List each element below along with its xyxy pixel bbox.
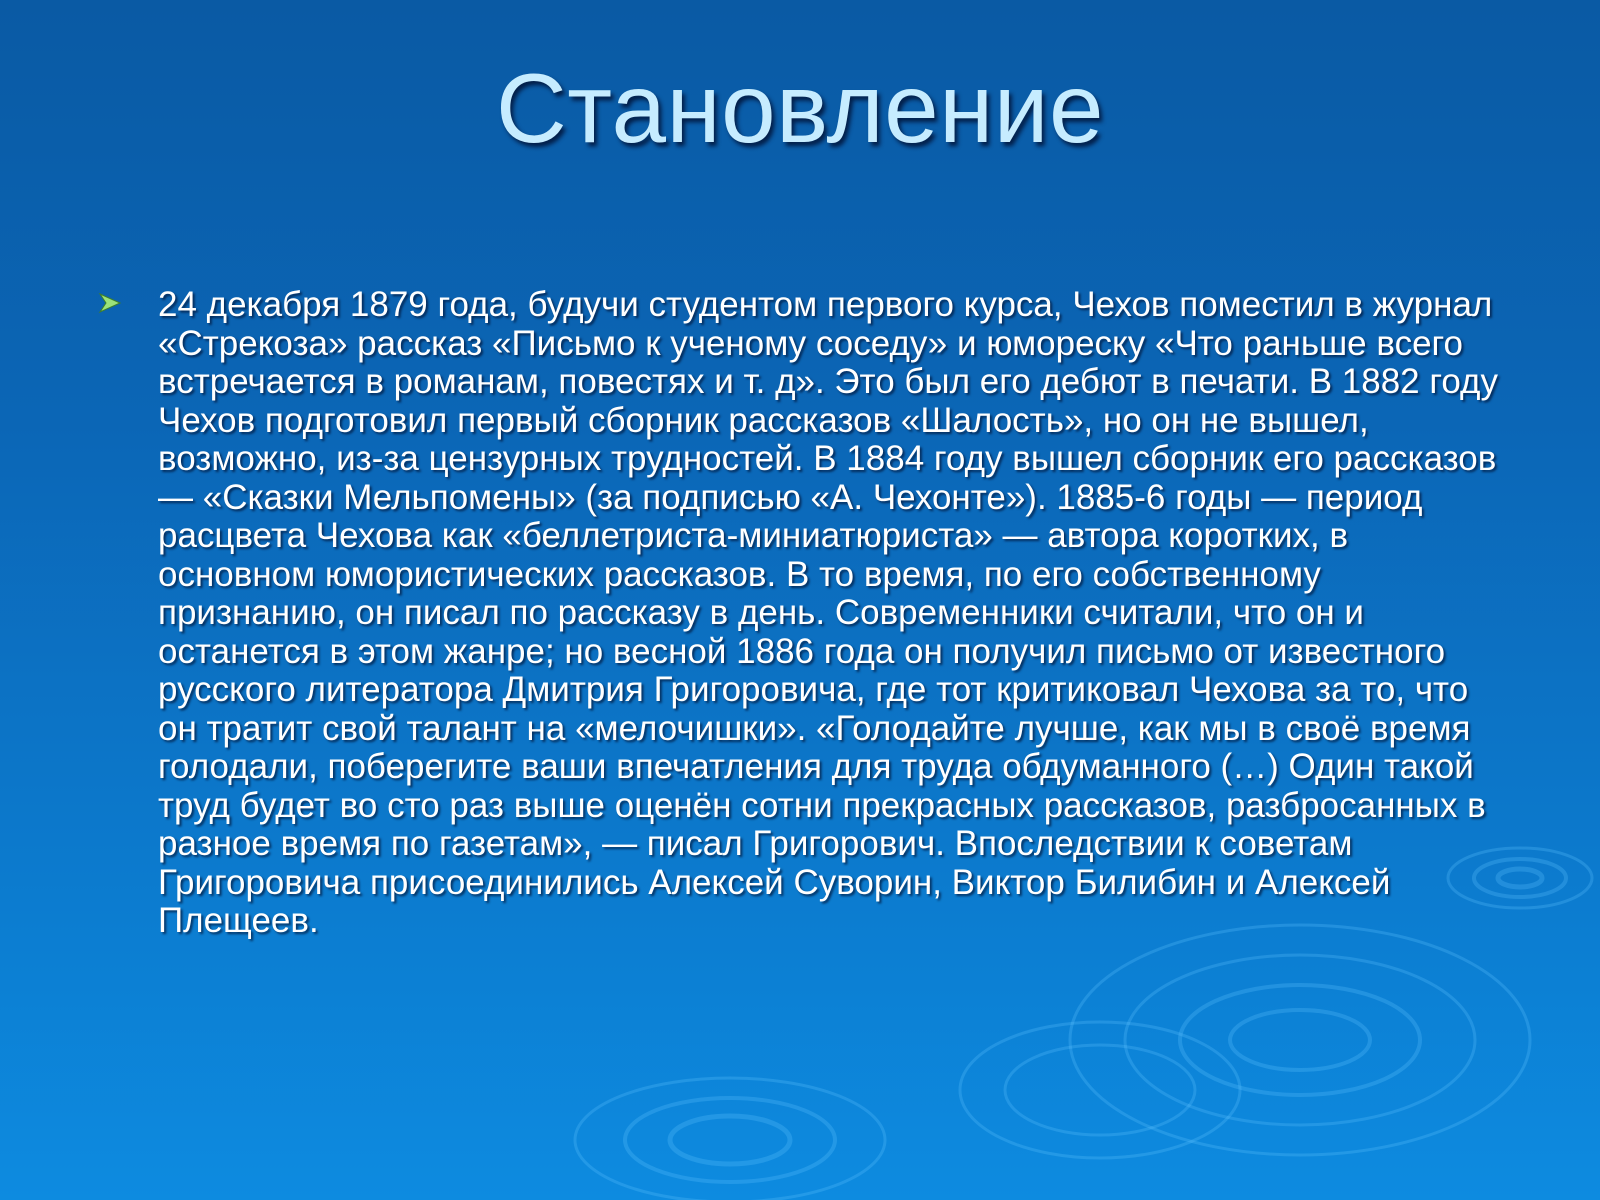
arrowhead-bullet-icon: [98, 292, 122, 314]
slide-title: Становление: [495, 53, 1105, 163]
slide-body-text: 24 декабря 1879 года, будучи студентом первого курса, Чехов поместил в журнал «Стрекоза» рассказ «Письмо к ученому соседу» и юмореску «Что раньше всего встречается в романам, повестях и т. д». Это был его дебют в печати. В 1882 году Чехов подготовил первый сборник рассказов «Шалость», но он не вышел, возможно, из-за цензурных трудностей. В 1884 году вышел сборник его рассказов — «Сказки Мельпомены» (за подписью «А. Чехонте»). 1885-6 годы — период расцвета Чехова как «беллетриста-миниатюриста» — автора коротких, в основном юмористических рассказов. В то время, по его собственному признанию, он писал по рассказу в день. Современники считали, что он и останется в этом жанре; но весной 1886 года он получил письмо от известного русского литератора Дмитрия Григоровича, где тот критиковал Чехова за то, что он тратит свой талант на «мелочишки». «Голодайте лучше, как мы в своё время голодали, поберегите ваши впечатления для труда обдуманного (…) Один такой труд будет во сто раз выше оценён сотни прекрасных рассказов, разбросанных в разное время по газетам», — писал Григорович. Впоследствии к советам Григоровича присоединились Алексей Суворин, Виктор Билибин и Алексей Плещеев.: [158, 285, 1498, 940]
